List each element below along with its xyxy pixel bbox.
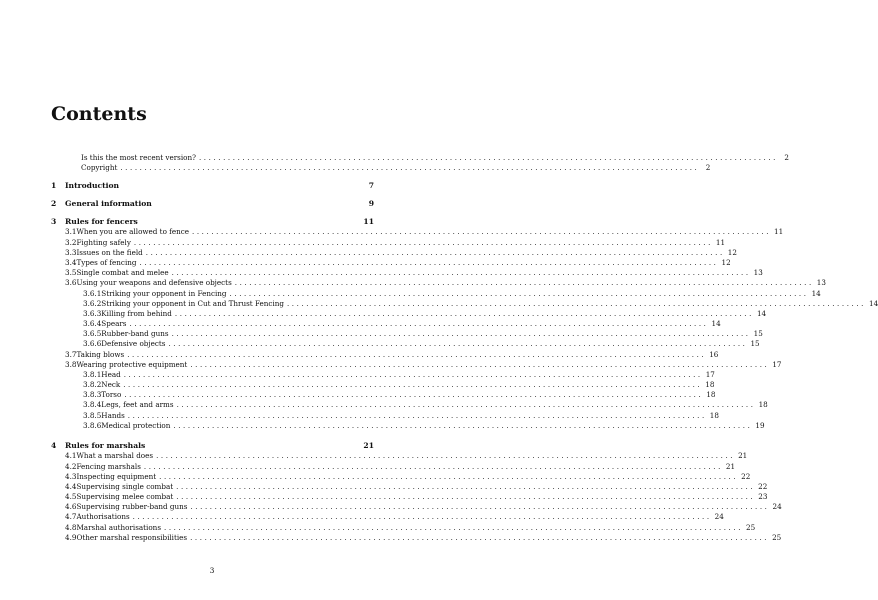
toc-leader-dots: ........................................................................................................................ xyxy=(176,401,756,409)
toc-entry-page: 13 xyxy=(816,278,826,287)
toc-entry-number: 4.4 xyxy=(65,482,77,491)
toc-entry-title: Supervising single combat xyxy=(76,482,174,491)
toc-entry-page: 2 xyxy=(784,153,789,162)
toc-entry[interactable] xyxy=(65,523,756,533)
toc-entry-page: 25 xyxy=(772,533,782,542)
toc-leader-dots: ........................................................................................................................ xyxy=(127,412,707,420)
toc-entry-number: 3.6 xyxy=(65,278,77,287)
toc-entry[interactable] xyxy=(51,199,374,209)
toc-entry[interactable] xyxy=(83,400,768,410)
toc-leader-dots: ........................................................................................................................ xyxy=(164,524,744,532)
toc-entry-title: Fencing marshals xyxy=(76,462,141,471)
toc-leader-dots: ........................................................................................................................ xyxy=(124,391,704,399)
toc-entry-title: Legs, feet and arms xyxy=(101,400,174,409)
toc-entry[interactable] xyxy=(65,492,768,502)
toc-entry-number: 4.8 xyxy=(65,523,77,532)
toc-leader-dots: ........................................................................................................................ xyxy=(190,503,770,511)
toc-entry-title: Taking blows xyxy=(76,350,125,359)
toc-leader-dots: ........................................................................................................................ xyxy=(120,164,700,172)
toc-entry-title: General information xyxy=(65,199,152,208)
toc-entry-number: 3.8.2 xyxy=(83,380,102,389)
toc-leader-dots: ........................................................................................................................ xyxy=(143,463,723,471)
toc-entry-title: Torso xyxy=(101,390,122,399)
toc-entry-title: Copyright xyxy=(81,163,118,172)
toc-entry-page: 15 xyxy=(750,339,760,348)
toc-entry-page: 24 xyxy=(772,502,782,511)
toc-entry-page: 18 xyxy=(705,380,715,389)
toc-entry[interactable] xyxy=(83,339,760,349)
toc-entry-page: 21 xyxy=(725,462,736,471)
toc-entry[interactable] xyxy=(65,502,782,512)
toc-entry-page: 14 xyxy=(811,289,821,298)
toc-entry[interactable] xyxy=(51,441,374,451)
toc-leader-dots: ........................................................................................................................ xyxy=(171,269,751,277)
toc-leader-dots: ........................................................................................................................ xyxy=(123,371,703,379)
toc-entry-title: Rules for marshals xyxy=(65,441,146,450)
toc-entry-number: 3.8 xyxy=(65,360,77,369)
toc-entry-title: Introduction xyxy=(65,181,120,190)
toc-entry-number: 4.5 xyxy=(65,492,77,501)
toc-entry-title: When you are allowed to fence xyxy=(76,227,190,236)
toc-entry[interactable] xyxy=(65,512,724,522)
toc-entry[interactable] xyxy=(65,248,737,258)
toc-entry[interactable] xyxy=(83,380,715,390)
toc-entry[interactable] xyxy=(83,390,716,400)
toc-entry-number: 3.8.6 xyxy=(83,421,102,430)
toc-leader-dots: ........................................................................................................................ xyxy=(168,340,748,348)
toc-entry-number: 3.8.5 xyxy=(83,411,102,420)
toc-entry-number: 3.8.4 xyxy=(83,400,102,409)
toc-entry-title: Striking your opponent in Cut and Thrust Fencing xyxy=(101,299,284,308)
toc-leader-dots: ........................................................................................................................ xyxy=(171,330,751,338)
toc-entry-page: 12 xyxy=(727,248,737,257)
toc-entry-title: Issues on the field xyxy=(76,248,143,257)
toc-entry-number: 3.6.2 xyxy=(83,299,102,308)
toc-entry-page: 18 xyxy=(706,390,716,399)
toc-entry[interactable] xyxy=(81,163,711,173)
toc-leader-dots: ........................................................................................................................ xyxy=(234,279,814,287)
toc-entry-title: Medical protection xyxy=(101,421,171,430)
toc-entry-page: 23 xyxy=(758,492,768,501)
toc-entry-page: 21 xyxy=(738,451,748,460)
toc-entry-page: 18 xyxy=(709,411,719,420)
toc-entry-number: 4.3 xyxy=(65,472,77,481)
toc-entry-page: 7 xyxy=(368,181,374,190)
toc-entry[interactable] xyxy=(83,329,763,339)
toc-entry-title: Head xyxy=(101,370,121,379)
toc-leader-dots: ........................................................................................................................ xyxy=(176,493,756,501)
toc-entry-title: Wearing protective equipment xyxy=(76,360,188,369)
toc-entry-title: Killing from behind xyxy=(101,309,172,318)
toc-entry[interactable] xyxy=(65,451,748,461)
toc-entry-title: Inspecting equipment xyxy=(76,472,157,481)
toc-entry-title: Using your weapons and defensive objects xyxy=(76,278,232,287)
toc-entry[interactable] xyxy=(83,309,767,319)
toc-entry[interactable] xyxy=(65,258,731,268)
toc-entry-page: 11 xyxy=(774,227,784,236)
toc-leader-dots: ........................................................................................................................ xyxy=(129,320,709,328)
toc-entry-number: 4 xyxy=(51,441,57,450)
toc-entry[interactable] xyxy=(65,278,826,288)
toc-entry-page: 22 xyxy=(741,472,751,481)
toc-entry-page: 19 xyxy=(755,421,765,430)
toc-entry-number: 3.3 xyxy=(65,248,77,257)
toc-entry-page: 17 xyxy=(772,360,782,369)
toc-entry-title: Defensive objects xyxy=(101,339,166,348)
toc-entry[interactable] xyxy=(81,153,789,163)
page-title: Contents xyxy=(51,103,147,125)
toc-entry-title: Neck xyxy=(101,380,121,389)
toc-leader-dots: ........................................................................................................................ xyxy=(156,452,736,460)
toc-entry-title: Types of fencing xyxy=(76,258,137,267)
toc-leader-dots: ........................................................................................................................ xyxy=(145,249,725,257)
toc-entry-number: 4.2 xyxy=(65,462,77,471)
toc-entry-page: 14 xyxy=(869,299,878,308)
toc-entry-title: Other marshal responsibilities xyxy=(76,533,188,542)
toc-entry-page: 17 xyxy=(705,370,715,379)
toc-entry-number: 4.6 xyxy=(65,502,77,511)
toc-entry-page: 21 xyxy=(363,441,374,450)
toc-entry-page: 2 xyxy=(705,163,711,172)
toc-entry-page: 25 xyxy=(746,523,756,532)
toc-entry[interactable] xyxy=(65,472,751,482)
toc-entry-page: 11 xyxy=(363,217,374,226)
toc-leader-dots: ........................................................................................................................ xyxy=(139,259,719,267)
toc-entry-number: 3.6.6 xyxy=(83,339,102,348)
toc-leader-dots: ........................................................................................................................ xyxy=(159,473,739,481)
toc-entry-page: 22 xyxy=(758,482,768,491)
toc-entry-page: 16 xyxy=(709,350,719,359)
toc-leader-dots: ........................................................................................................................ xyxy=(286,300,866,308)
toc-leader-dots: ........................................................................................................................ xyxy=(174,310,754,318)
toc-entry[interactable] xyxy=(65,350,719,360)
toc-leader-dots: ........................................................................................................................ xyxy=(190,534,770,542)
toc-leader-dots: ........................................................................................................................ xyxy=(123,381,703,389)
toc-entry-page: 18 xyxy=(758,400,768,409)
toc-entry-title: Supervising rubber-band guns xyxy=(76,502,188,511)
toc-entry-number: 3.5 xyxy=(65,268,77,277)
toc-leader-dots: ........................................................................................................................ xyxy=(127,351,707,359)
toc-entry-page: 15 xyxy=(753,329,763,338)
toc-entry[interactable] xyxy=(83,411,719,421)
toc-entry-title: Striking your opponent in Fencing xyxy=(101,289,227,298)
toc-entry-title: Spears xyxy=(101,319,127,328)
toc-leader-dots: ........................................................................................................................ xyxy=(190,361,770,369)
toc-entry-title: What a marshal does xyxy=(76,451,154,460)
toc-entry[interactable] xyxy=(83,289,821,299)
page-number: 3 xyxy=(209,566,215,575)
toc-leader-dots: ........................................................................................................................ xyxy=(176,483,756,491)
toc-entry-page: 14 xyxy=(711,319,721,328)
toc-entry[interactable] xyxy=(51,181,374,191)
toc-entry[interactable] xyxy=(65,462,736,472)
toc-entry-title: Fighting safely xyxy=(76,238,131,247)
toc-entry-title: Rules for fencers xyxy=(65,217,138,226)
toc-entry-number: 3 xyxy=(51,217,57,226)
toc-leader-dots: ........................................................................................................................ xyxy=(173,422,753,430)
toc-entry[interactable] xyxy=(83,319,721,329)
toc-leader-dots: ........................................................................................................................ xyxy=(132,513,712,521)
toc-entry-title: Rubber-band guns xyxy=(101,329,169,338)
toc-entry-number: 3.8.3 xyxy=(83,390,102,399)
toc-entry[interactable] xyxy=(65,482,768,492)
toc-entry-number: 4.7 xyxy=(65,512,77,521)
toc-entry-title: Marshal authorisations xyxy=(76,523,162,532)
toc-entry-number: 1 xyxy=(51,181,57,190)
toc-entry-number: 2 xyxy=(51,199,57,208)
toc-leader-dots: ........................................................................................................................ xyxy=(198,154,778,162)
toc-entry-title: Single combat and melee xyxy=(76,268,169,277)
toc-entry-number: 3.2 xyxy=(65,238,77,247)
toc-entry-number: 3.6.5 xyxy=(83,329,102,338)
toc-entry-page: 9 xyxy=(368,199,374,208)
toc-entry-title: Supervising melee combat xyxy=(76,492,174,501)
toc-entry[interactable] xyxy=(65,360,782,370)
toc-entry-number: 3.6.4 xyxy=(83,319,102,328)
toc-entry[interactable] xyxy=(83,370,715,380)
toc-entry-page: 24 xyxy=(714,512,724,521)
toc-entry[interactable] xyxy=(51,217,374,227)
toc-entry-number: 3.6.1 xyxy=(83,289,102,298)
toc-entry-number: 3.6.3 xyxy=(83,309,102,318)
toc-entry[interactable] xyxy=(65,227,784,237)
toc-entry[interactable] xyxy=(83,299,878,309)
toc-entry-number: 4.9 xyxy=(65,533,77,542)
toc-leader-dots: ........................................................................................................................ xyxy=(133,239,713,247)
toc-entry-title: Is this the most recent version? xyxy=(81,153,196,162)
toc-leader-dots: ........................................................................................................................ xyxy=(229,290,809,298)
toc-entry-title: Hands xyxy=(101,411,125,420)
toc-entry[interactable] xyxy=(65,238,726,248)
toc-entry-page: 14 xyxy=(756,309,767,318)
toc-entry-page: 12 xyxy=(721,258,731,267)
toc-entry-number: 3.8.1 xyxy=(83,370,102,379)
toc-entry-title: Authorisations xyxy=(76,512,130,521)
toc-entry-number: 4.1 xyxy=(65,451,77,460)
toc-entry[interactable] xyxy=(65,268,763,278)
toc-entry-number: 3.4 xyxy=(65,258,77,267)
toc-entry-number: 3.1 xyxy=(65,227,77,236)
toc-entry-page: 11 xyxy=(715,238,726,247)
toc-entry[interactable] xyxy=(65,533,782,543)
toc-entry-page: 13 xyxy=(753,268,763,277)
toc-entry-number: 3.7 xyxy=(65,350,77,359)
toc-entry[interactable] xyxy=(83,421,765,431)
toc-leader-dots: ........................................................................................................................ xyxy=(192,228,772,236)
